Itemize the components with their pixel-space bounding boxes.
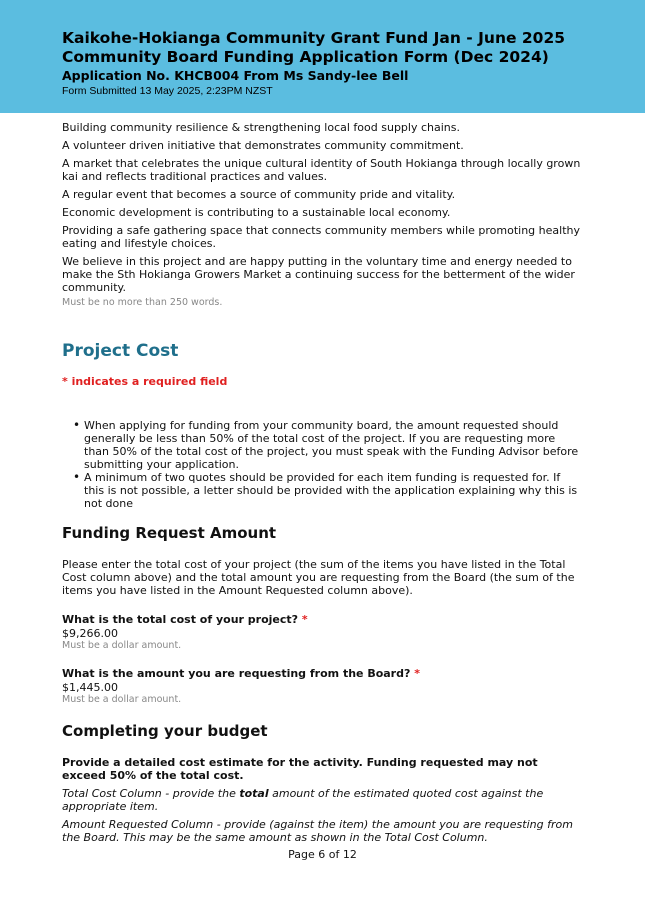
total-cost-instructions: Total Cost Column - provide the total amount of the estimated quoted cost against the appropriate item.: [62, 787, 544, 813]
form-header: [0, 0, 645, 113]
application-number: Application No. KHCB004 From Ms Sandy-lee Bell: [62, 68, 409, 83]
answer-paragraph: Providing a safe gathering space that connects community members while promoting healthy eating and lifestyle choices.: [62, 224, 580, 250]
page-content: [62, 121, 582, 849]
answer-paragraph: Building community resilience & strengthening local food supply chains.: [62, 121, 460, 134]
answer-paragraph: We believe in this project and are happy putting in the voluntary time and energy needed to make the Sth Hokianga Growers Market a continuing success for the betterment of the wider community.: [62, 255, 575, 294]
amount-requested-instructions: Amount Requested Column - provide (against the item) the amount you are requesting from the Board. This may be the same amount as shown in the Total Cost Column.: [62, 818, 573, 844]
funding-request-intro: Please enter the total cost of your project (the sum of the items you have listed in the Total Cost column above) and the total amount you are requesting from the Board (the sum of the items you have listed in the Amount Requested column above).: [62, 558, 575, 597]
budget-instructions: Provide a detailed cost estimate for the activity. Funding requested may not exceed 50% of the total cost.: [62, 756, 538, 782]
requested-amount-label: What is the amount you are requesting from the Board? *: [62, 667, 420, 680]
form-title-line2: Community Board Funding Application Form (Dec 2024): [62, 48, 549, 66]
answer-paragraph: A market that celebrates the unique cultural identity of South Hokianga through locally grown kai and reflects traditional practices and values.: [62, 157, 581, 183]
dollar-amount-hint: Must be a dollar amount.: [62, 694, 182, 705]
page-number: Page 6 of 12: [288, 848, 357, 861]
submitted-date: Form Submitted 13 May 2025, 2:23PM NZST: [62, 85, 273, 97]
answer-paragraph: A volunteer driven initiative that demonstrates community commitment.: [62, 139, 464, 152]
requested-amount-value: $1,445.00: [62, 681, 118, 694]
project-cost-heading: Project Cost: [62, 341, 179, 361]
required-star: *: [414, 667, 420, 680]
answer-paragraph: Economic development is contributing to a sustainable local economy.: [62, 206, 451, 219]
dollar-amount-hint: Must be a dollar amount.: [62, 640, 182, 651]
guidance-item: • A minimum of two quotes should be provided for each item funding is requested for. If this is not possible, a letter should be provided with the application explaining why this is not done: [82, 471, 582, 510]
guidance-list: [62, 419, 582, 510]
total-cost-question: [62, 613, 582, 652]
guidance-item: • When applying for funding from your community board, the amount requested should generally be less than 50% of the total cost of the project. If you are requesting more than 50% of the total cost of the project, you must speak with the Funding Advisor before submitting your application.: [82, 419, 582, 471]
answer-block: [62, 121, 582, 309]
required-field-note: * indicates a required field: [62, 375, 228, 388]
total-cost-label: What is the total cost of your project? *: [62, 613, 308, 626]
required-star: *: [301, 613, 308, 626]
form-title-line1: Kaikohe-Hokianga Community Grant Fund Jan - June 2025: [62, 29, 566, 47]
budget-heading: Completing your budget: [62, 722, 268, 740]
total-cost-value: $9,266.00: [62, 627, 118, 640]
requested-amount-question: [62, 667, 582, 706]
answer-paragraph: A regular event that becomes a source of community pride and vitality.: [62, 188, 456, 201]
funding-request-heading: Funding Request Amount: [62, 524, 277, 542]
word-limit-hint: Must be no more than 250 words.: [62, 297, 223, 308]
